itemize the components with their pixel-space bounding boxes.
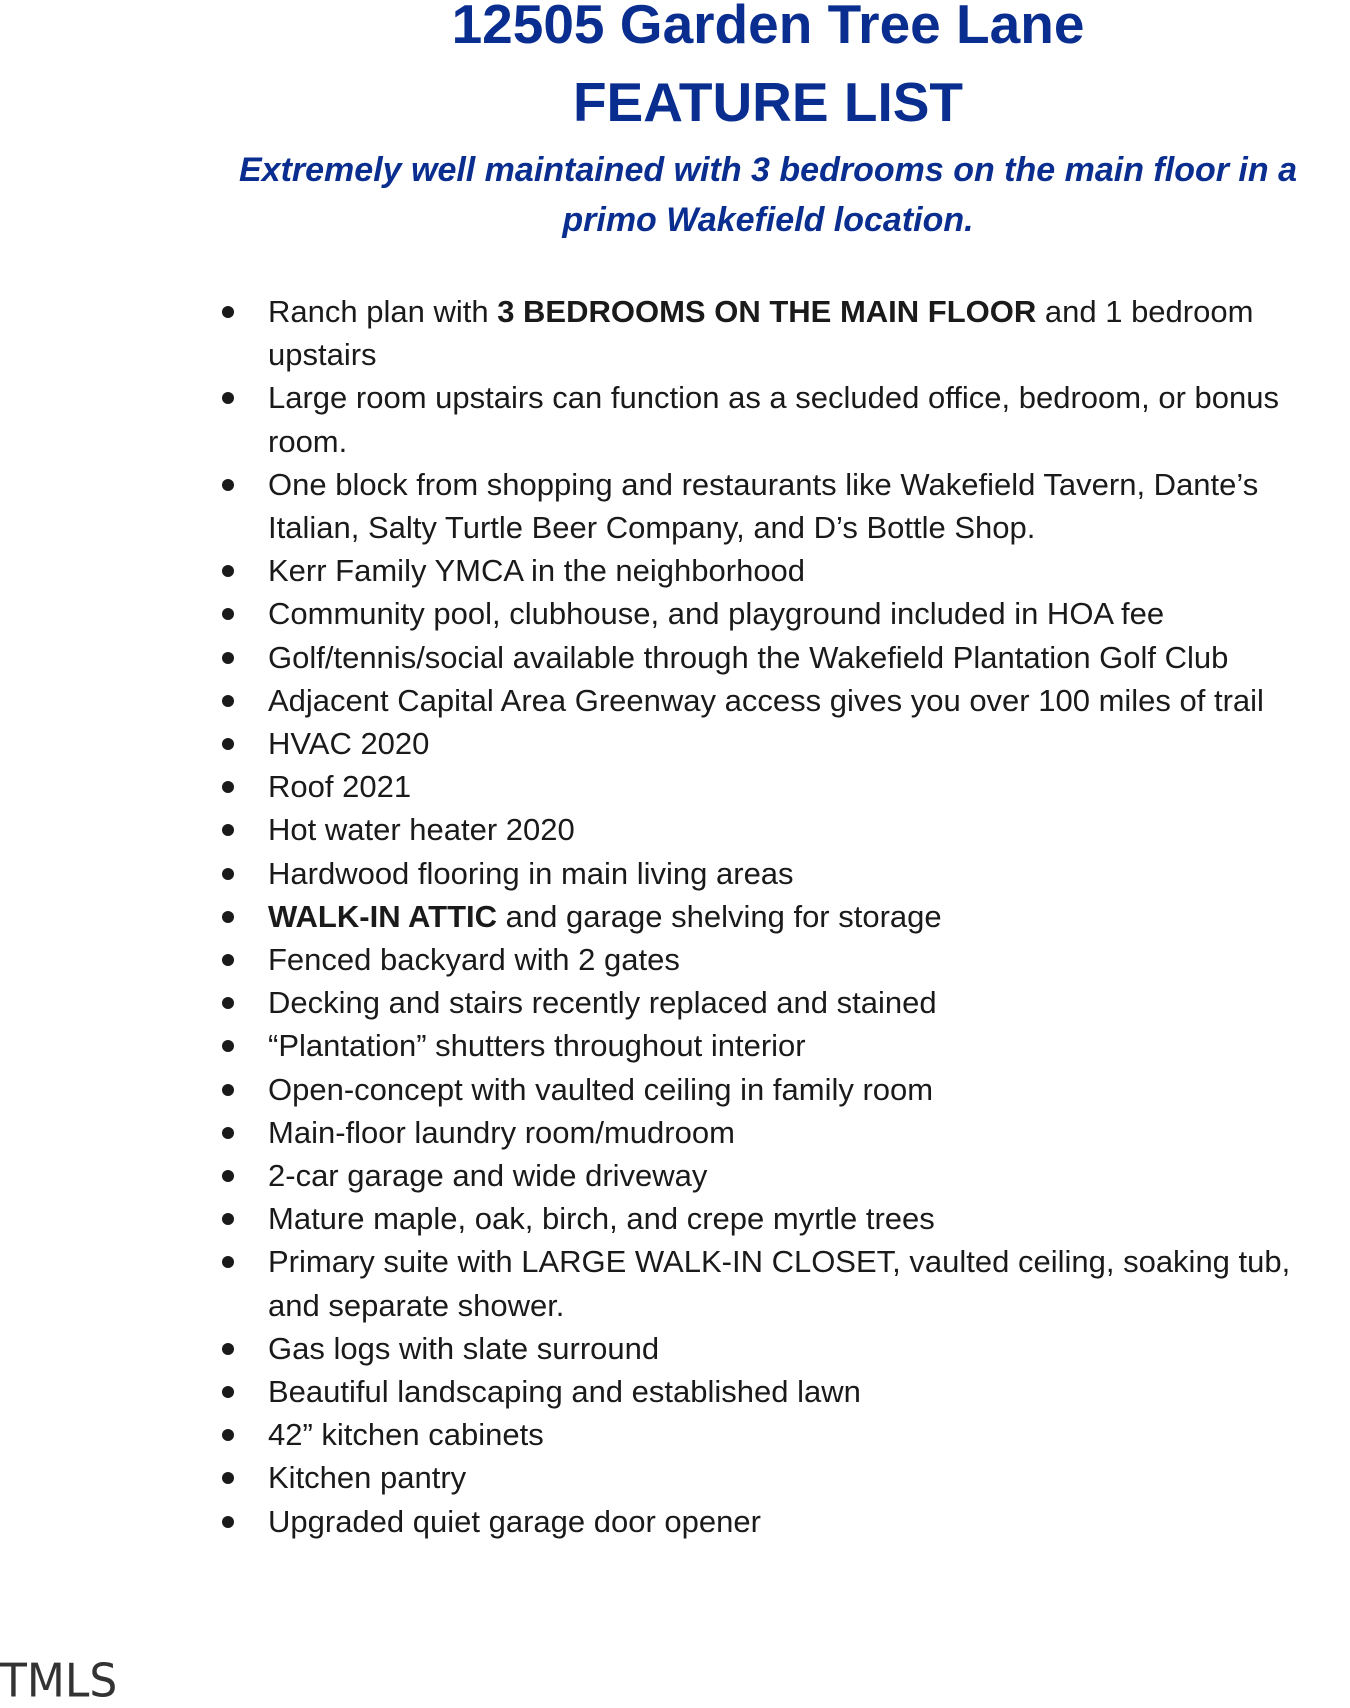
tmls-logo: TMLS — [0, 1654, 118, 1708]
bullet-icon — [222, 1516, 234, 1528]
feature-list-item — [200, 1370, 1346, 1413]
feature-text: Open-concept with vaulted ceiling in family room — [268, 1071, 934, 1107]
bullet-icon — [222, 911, 234, 923]
bullet-icon — [222, 738, 234, 750]
feature-text: Gas logs with slate surround — [268, 1330, 660, 1366]
feature-list-item — [200, 463, 1346, 549]
feature-text: Mature maple, oak, birch, and crepe myrtle trees — [268, 1201, 935, 1237]
bullet-icon — [222, 1213, 234, 1225]
feature-list-item — [200, 1327, 1346, 1370]
page-subtitle-feature-list: FEATURE LIST — [572, 71, 964, 133]
bullet-icon — [222, 652, 234, 664]
bullet-icon — [222, 1429, 234, 1441]
feature-text: Kerr Family YMCA in the neighborhood — [268, 553, 806, 589]
feature-list-item — [200, 636, 1346, 679]
feature-list-item — [200, 1154, 1346, 1197]
feature-text: Kitchen pantry — [268, 1460, 467, 1496]
feature-text: Ranch plan with — [268, 294, 498, 329]
feature-text: Community pool, clubhouse, and playground included in HOA fee — [268, 596, 1165, 632]
feature-list-item — [200, 679, 1346, 722]
feature-list-item — [200, 1111, 1346, 1154]
bullet-icon — [222, 392, 234, 404]
feature-list-item — [200, 938, 1346, 981]
feature-text: Fenced backyard with 2 gates — [268, 942, 680, 978]
feature-text: Beautiful landscaping and established lawn — [268, 1374, 861, 1410]
tagline — [200, 145, 1336, 245]
bullet-icon — [222, 997, 234, 1009]
feature-text-cont: and garage shelving for storage — [497, 898, 942, 934]
bullet-icon — [222, 695, 234, 707]
feature-text-cont: and 1 bedroom upstairs — [268, 294, 1254, 373]
feature-list-item — [200, 1197, 1346, 1240]
feature-list-item — [200, 592, 1346, 635]
bullet-icon — [222, 479, 234, 491]
bullet-icon — [222, 1127, 234, 1139]
feature-list-item — [200, 1456, 1346, 1499]
feature-text: Adjacent Capital Area Greenway access gives you over 100 miles of trail — [268, 682, 1264, 718]
feature-text: 2-car garage and wide driveway — [268, 1158, 708, 1194]
bullet-icon — [222, 1256, 234, 1268]
feature-list-item — [200, 765, 1346, 808]
feature-list-item — [200, 1500, 1346, 1543]
feature-text: Large room upstairs can function as a secluded office, bedroom, or bonus room. — [268, 380, 1279, 459]
feature-text: One block from shopping and restaurants like Wakefield Tavern, Dante’s Italian, Salty Turtle Beer Company, and D’s Bottle Shop. — [268, 466, 1259, 546]
feature-text: Hardwood flooring in main living areas — [268, 855, 794, 891]
feature-text: Main-floor laundry room/mudroom — [268, 1114, 735, 1150]
feature-list-item — [200, 981, 1346, 1024]
feature-list-item — [200, 1068, 1346, 1111]
feature-emphasis: WALK-IN ATTIC — [268, 898, 498, 934]
feature-emphasis: 3 BEDROOMS ON THE MAIN FLOOR — [497, 294, 1037, 329]
bullet-icon — [222, 1040, 234, 1052]
feature-list — [200, 290, 1346, 1543]
bullet-icon — [222, 1343, 234, 1355]
page-title: 12505 Garden Tree Lane — [451, 0, 1085, 55]
bullet-icon — [222, 1472, 234, 1484]
feature-list-item — [200, 549, 1346, 592]
bullet-icon — [222, 824, 234, 836]
feature-list-item — [200, 1240, 1346, 1326]
feature-text: Decking and stairs recently replaced and stained — [268, 985, 937, 1021]
bullet-icon — [222, 868, 234, 880]
feature-text: Golf/tennis/social available through the Wakefield Plantation Golf Club — [268, 639, 1229, 675]
bullet-icon — [222, 565, 234, 577]
feature-text: Upgraded quiet garage door opener — [268, 1503, 761, 1539]
feature-list-item — [200, 808, 1346, 851]
feature-list-item — [200, 1413, 1346, 1456]
bullet-icon — [222, 1170, 234, 1182]
feature-text: “Plantation” shutters throughout interior — [268, 1028, 806, 1064]
feature-list-item — [200, 376, 1346, 462]
feature-text: Primary suite with LARGE WALK-IN CLOSET, vaulted ceiling, soaking tub, and separate shower. — [268, 1244, 1291, 1323]
feature-text: Hot water heater 2020 — [268, 812, 575, 848]
bullet-icon — [222, 306, 234, 318]
bullet-icon — [222, 781, 234, 793]
bullet-icon — [222, 608, 234, 620]
feature-list-item — [200, 1024, 1346, 1067]
feature-list-item — [200, 722, 1346, 765]
feature-text: 42” kitchen cabinets — [268, 1417, 544, 1453]
feature-list-item — [200, 895, 1346, 938]
tagline-line-2: primo Wakefield location. — [562, 201, 974, 239]
bullet-icon — [222, 1386, 234, 1398]
feature-list-item — [200, 290, 1346, 376]
feature-text: Roof 2021 — [268, 769, 412, 805]
bullet-icon — [222, 954, 234, 966]
bullet-icon — [222, 1084, 234, 1096]
feature-list-item — [200, 852, 1346, 895]
feature-text: HVAC 2020 — [268, 726, 430, 762]
tagline-line-1: Extremely well maintained with 3 bedrooms on the main floor in a — [239, 151, 1297, 189]
